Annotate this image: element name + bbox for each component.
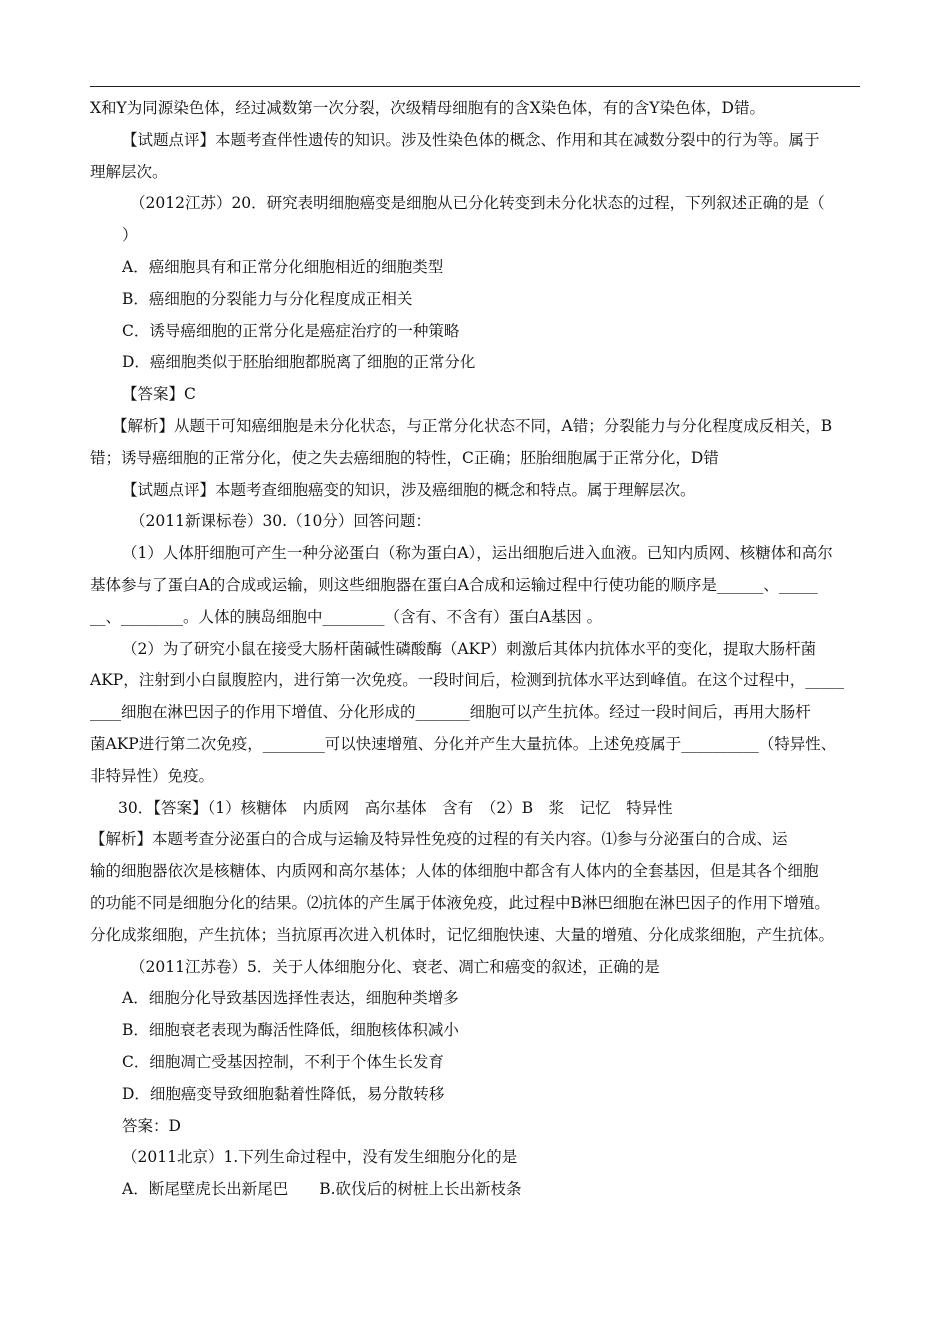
text-line: 分化成浆细胞，产生抗体；当抗原再次进入机体时，记忆细胞快速、大量的增殖、分化成浆细胞，产生抗体。 [90, 925, 835, 944]
option-b: B．癌细胞的分裂能力与分化程度成正相关 [122, 289, 413, 308]
document-body [90, 93, 862, 1206]
option-d: D．细胞癌变导致细胞黏着性降低，易分散转移 [122, 1084, 445, 1103]
text-line: 非特异性）免疫。 [90, 766, 215, 785]
answer-line: 【答案】C [122, 385, 196, 404]
question-stem: （2011新课标卷）30.（10分）回答问题： [130, 512, 431, 531]
option-a: A．细胞分化导致基因选择性表达，细胞种类增多 [122, 989, 459, 1008]
option-c: C．诱导癌细胞的正常分化是癌症治疗的一种策略 [122, 321, 460, 340]
text-line: （1）人体肝细胞可产生一种分泌蛋白（称为蛋白A），运出细胞后进入血液。已知内质网、核糖体和高尔 [122, 544, 833, 563]
text-line: 菌AKP进行第二次免疫，________可以快速增殖、分化并产生大量抗体。上述免疫属于__________（特异性、 [90, 734, 837, 753]
text-line: 错；诱导癌细胞的正常分化，使之失去癌细胞的特性，C正确；胚胎细胞属于正常分化，D错 [90, 448, 719, 467]
comment-line: 【试题点评】本题考查伴性遗传的知识。涉及性染色体的概念、作用和其在减数分裂中的行为等。属于 [122, 130, 820, 149]
option-a: A．癌细胞具有和正常分化细胞相近的细胞类型 [122, 257, 444, 276]
option-c: C．细胞凋亡受基因控制，不利于个体生长发育 [122, 1052, 444, 1071]
answer-line: 答案：D [122, 1116, 181, 1135]
text-line: 理解层次。 [90, 162, 168, 181]
text-line: AKP，注射到小白鼠腹腔内，进行第一次免疫。一段时间后，检测到抗体水平达到峰值。在这个过程中，_____ [90, 671, 844, 690]
text-line: ____细胞在淋巴因子的作用下增值、分化形成的_______细胞可以产生抗体。经过一段时间后，再用大肠杆 [90, 703, 811, 722]
question-stem: （2011江苏卷）5．关于人体细胞分化、衰老、凋亡和癌变的叙述，正确的是 [130, 957, 660, 976]
answer-line: 30．【答案】（1）核糖体 内质网 高尔基体 含有 （2）B 浆 记忆 特异性 [118, 798, 673, 817]
analysis-line: 【解析】从题干可知癌细胞是未分化状态，与正常分化状态不同，A错；分裂能力与分化程度成反相关，B [112, 416, 833, 435]
comment-line: 【试题点评】本题考查细胞癌变的知识，涉及癌细胞的概念和特点。属于理解层次。 [122, 480, 696, 499]
header-rule [90, 86, 860, 87]
text-line: 输的细胞器依次是核糖体、内质网和高尔基体；人体的体细胞中都含有人体内的全套基因，但是其各个细胞 [90, 862, 819, 881]
text-line: ） [122, 226, 138, 245]
text-line: X和Y为同源染色体，经过减数第一次分裂，次级精母细胞有的含X染色体，有的含Y染色体，D错。 [90, 99, 765, 117]
question-stem: （2012江苏）20．研究表明细胞癌变是细胞从已分化转变到未分化状态的过程，下列叙述正确的是（ [130, 194, 825, 213]
question-stem: （2011北京）1.下列生命过程中，没有发生细胞分化的是 [122, 1148, 518, 1167]
text-line: （2）为了研究小鼠在接受大肠杆菌碱性磷酸酶（AKP）刺激后其体内抗体水平的变化，提取大肠杆菌 [122, 639, 817, 658]
option-d: D．癌细胞类似于胚胎细胞都脱离了细胞的正常分化 [122, 353, 476, 372]
analysis-line: 【解析】本题考查分泌蛋白的合成与运输及特异性免疫的过程的有关内容。⑴参与分泌蛋白的合成、运 [90, 830, 788, 849]
text-line: __、________。人体的胰岛细胞中________（含有、不含有）蛋白A基因 。 [90, 607, 603, 626]
text-line: 基体参与了蛋白A的合成或运输，则这些细胞器在蛋白A合成和运输过程中行使功能的顺序是______、_____ [90, 575, 818, 594]
option-line: A．断尾壁虎长出新尾巴 B.砍伐后的树桩上长出新枝条 [122, 1180, 522, 1199]
text-line: 的功能不同是细胞分化的结果。⑵抗体的产生属于体液免疫，此过程中B淋巴细胞在淋巴因子的作用下增殖。 [90, 893, 830, 912]
option-b: B．细胞衰老表现为酶活性降低，细胞核体积减小 [122, 1021, 459, 1040]
